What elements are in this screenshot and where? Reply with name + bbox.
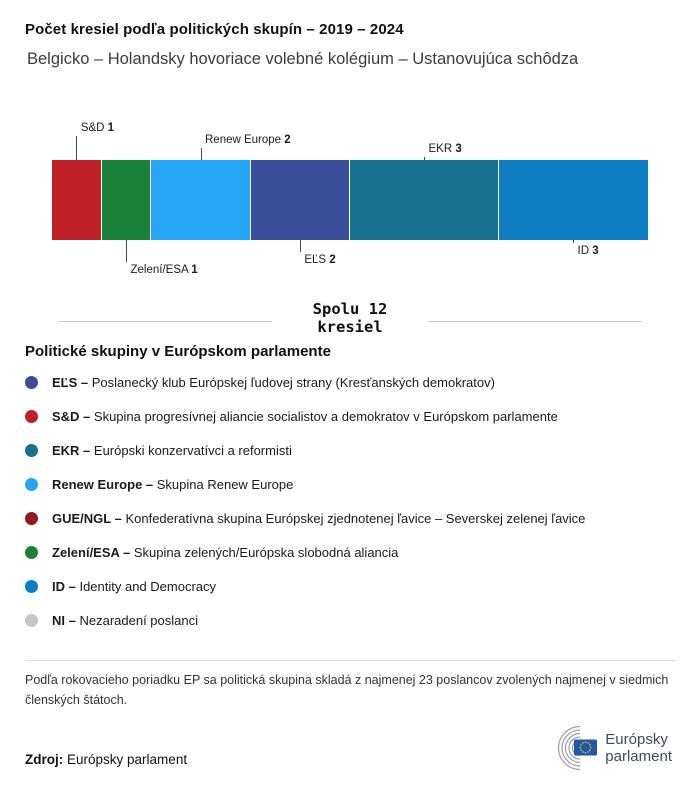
total-rule-right	[428, 321, 642, 322]
legend-color-dot	[25, 444, 38, 457]
total-seats-line1: Spolu 12	[312, 300, 388, 318]
ep-hemicycle-flag-icon	[534, 724, 600, 772]
legend-color-dot	[25, 376, 38, 389]
legend-title: Politické skupiny v Európskom parlamente	[25, 343, 331, 360]
footer-divider	[25, 660, 675, 661]
bar-segment-ekr	[350, 160, 499, 240]
legend-item-text: ID – Identity and Democracy	[52, 578, 217, 594]
legend-item-gue-ngl	[25, 508, 585, 528]
stacked-bar	[52, 160, 648, 240]
source-label: Zdroj:	[25, 752, 64, 767]
legend-item-renew-europe	[25, 474, 293, 494]
legend-item-ni	[25, 610, 198, 630]
legend-color-dot	[25, 546, 38, 559]
callout-line	[300, 240, 301, 252]
legend-item-s-d	[25, 406, 558, 426]
legend-item-text: Zelení/ESA – Skupina zelených/Európska slobodná aliancia	[52, 544, 399, 560]
legend-item-text: EĽS – Poslanecký klub Európskej ľudovej strany (Kresťanských demokratov)	[52, 374, 495, 390]
callout-label: Zelení/ESA 1	[130, 264, 198, 276]
callout-line	[424, 157, 425, 160]
legend-item-ekr	[25, 440, 292, 460]
page-subtitle: Belgicko – Holandsky hovoriace volebné kolégium – Ustanovujúca schôdza	[27, 50, 579, 68]
callout-label: EKR 3	[428, 143, 462, 155]
legend-color-dot	[25, 580, 38, 593]
callout-label: Renew Europe 2	[205, 134, 291, 146]
callout-line	[76, 136, 77, 160]
legend-color-dot	[25, 614, 38, 627]
callout-line	[573, 240, 574, 243]
bar-segment-zelen-esa	[102, 160, 152, 240]
footnote: Podľa rokovacieho poriadku EP sa politická skupina skladá z najmenej 23 poslancov zvolených najmenej v siedmich členských štátoch.	[25, 673, 669, 707]
legend-item-zelen-esa	[25, 542, 398, 562]
legend-item-text: GUE/NGL – Konfederatívna skupina Európskej zjednotenej ľavice – Severskej zelenej ľavice	[52, 510, 586, 526]
legend-item-text: EKR – Európski konzervatívci a reformisti	[52, 442, 292, 458]
bar-segment-s-d	[52, 160, 102, 240]
ep-logo	[534, 724, 672, 772]
ep-logo-line2: parlament	[605, 748, 672, 765]
legend-color-dot	[25, 478, 38, 491]
bar-segment-id	[499, 160, 648, 240]
bar-segment-renew-europe	[151, 160, 250, 240]
legend-item-text: S&D – Skupina progresívnej aliancie socialistov a demokratov v Európskom parlamente	[52, 408, 558, 424]
ep-logo-text	[605, 731, 672, 765]
callout-line	[126, 240, 127, 262]
callout-line	[201, 148, 202, 160]
page-title: Počet kresiel podľa politických skupín – 2019 – 2024	[25, 21, 404, 38]
legend-color-dot	[25, 410, 38, 423]
legend-item-id	[25, 576, 216, 596]
legend	[25, 372, 680, 628]
ep-logo-line1: Európsky	[605, 731, 668, 748]
legend-item-e-s	[25, 372, 495, 392]
seats-chart	[52, 120, 648, 280]
total-seats-label	[0, 300, 700, 336]
source-value: Európsky parlament	[67, 752, 188, 767]
total-seats-line2: kresiel	[317, 318, 383, 336]
callout-label: EĽS 2	[304, 254, 336, 266]
bar-segment-e-s	[251, 160, 350, 240]
source-line	[25, 752, 187, 767]
callout-label: ID 3	[577, 245, 599, 257]
callout-label: S&D 1	[80, 122, 115, 134]
legend-color-dot	[25, 512, 38, 525]
legend-item-text: NI – Nezaradení poslanci	[52, 612, 198, 628]
legend-item-text: Renew Europe – Skupina Renew Europe	[52, 476, 294, 492]
